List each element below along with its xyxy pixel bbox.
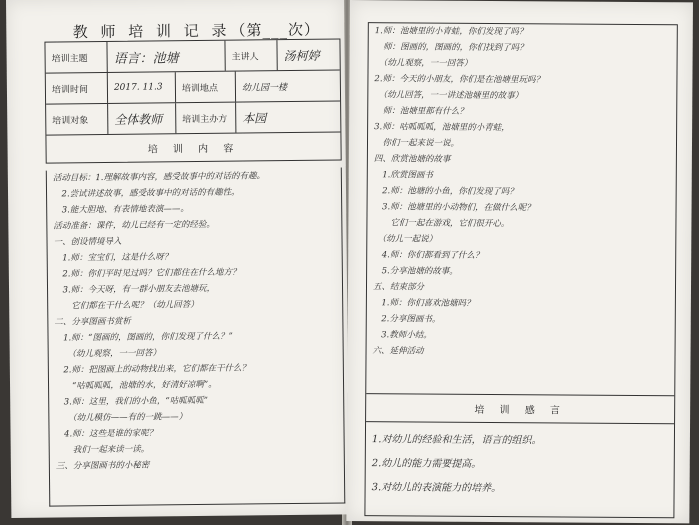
handwritten-note-line: 六、延伸活动: [372, 346, 424, 357]
reflection-line: 1.对幼儿的经验和生活，语言的组织。: [371, 434, 542, 447]
handwritten-note-line: 师：图画的，图画的，你们找到了吗？: [374, 42, 528, 54]
handwritten-note-line: （幼儿一起说）: [373, 234, 438, 245]
handwritten-note-line: 1.师：池塘里的小青蛙，你们发现了吗？: [374, 26, 528, 38]
reflection-line: 3.对幼儿的表演能力的培养。: [371, 482, 502, 495]
reflection-notes: [366, 422, 675, 502]
handwritten-note-line: 2.师：今天的小朋友，你们是在池塘里玩吗？: [374, 74, 545, 86]
handwritten-note-line: 你们一起来说一说。: [373, 138, 460, 149]
handwritten-note-line: 1.师：宝宝们，这是什么呀？: [53, 252, 173, 264]
handwritten-note-line: 1.师：你们喜欢池塘吗？: [372, 298, 475, 309]
handwritten-note-line: 2.师：你们平时见过吗？它们都住在什么地方？: [53, 267, 241, 280]
audience-label: 培训对象: [46, 104, 108, 135]
content-box: [46, 167, 346, 506]
topic-value: 语言：池塘: [107, 41, 225, 72]
handwritten-note-line: 活动目标：1.理解故事内容，感受故事中的对话的有趣。: [52, 171, 266, 184]
handwritten-note-line: 五、结束部分: [372, 282, 425, 293]
handwritten-note-line: 5.分享池塘的故事。: [373, 266, 458, 277]
handwritten-note-line: 师：池塘里都有什么？: [374, 106, 468, 117]
handwritten-note-line: （幼儿回答，一一讲述池塘里的故事）: [374, 90, 524, 102]
location-label: 培训地点: [176, 72, 236, 103]
table-row-time: [46, 71, 340, 105]
topic-label: 培训主题: [45, 42, 107, 73]
handwritten-note-line: 我们一起来读一读。: [55, 444, 150, 456]
organizer-value: 本园: [242, 110, 267, 126]
handwritten-note-line: 3.师：这里，我们的小鱼，“咕呱呱呱”: [55, 395, 209, 408]
handwritten-note-line: 2.分享图画书。: [372, 314, 441, 325]
handwritten-note-line: 3.师：咕呱呱呱，池塘里的小青蛙，: [374, 122, 510, 134]
handwritten-note-line: 3.师：池塘里的小动物们，在做什么呢？: [373, 202, 535, 214]
left-page: [6, 0, 349, 518]
handwritten-note-line: 2.师：池塘的小鱼，你们发现了吗？: [373, 186, 518, 198]
handwritten-note-line: 2.尝试讲述故事，感受故事中的对话的有趣性。: [52, 187, 240, 200]
form-title: 教 师 培 训 记 录（第___次）: [72, 20, 321, 42]
handwritten-note-line: 4.师：这些是谁的家呢？: [55, 428, 158, 440]
handwritten-note-line: 3.师：今天呀，有一群小朋友去池塘玩，: [53, 283, 216, 296]
handwritten-note-line: 3.教师小结。: [372, 330, 432, 341]
organizer-label: 培训主办方: [176, 103, 236, 134]
training-info-table: [44, 39, 341, 164]
handwritten-note-line: 二、分享图画书赏析: [54, 316, 131, 328]
right-page: [346, 0, 693, 523]
time-label: 培训时间: [46, 73, 108, 104]
table-row-topic: [45, 40, 339, 74]
handwritten-note-line: 1.欣赏图画书: [373, 170, 433, 181]
reflection-section: [366, 393, 675, 502]
handwritten-note-line: “咕呱呱呱，池塘的水，好清好凉啊”。: [54, 379, 217, 392]
continued-notes: [366, 23, 676, 380]
handwritten-note-line: （幼儿观察，一一回答）: [374, 58, 473, 69]
handwritten-note-line: 一、创设情境导入: [53, 236, 122, 248]
handwritten-note-line: 三、分享图画书的小秘密: [55, 460, 150, 472]
content-heading: 培 训 内 容: [46, 132, 340, 163]
presenter-value: 汤柯婷: [283, 48, 320, 63]
handwritten-note-line: 1.师：“图画的，图画的，你们发现了什么？”: [54, 331, 233, 344]
reflection-heading: 培 训 感 言: [366, 394, 674, 424]
continued-content-box: [364, 22, 677, 518]
location-value: 幼儿园一楼: [241, 82, 288, 94]
handwritten-note-line: （幼儿观察，一一回答）: [54, 348, 162, 360]
content-notes: [47, 168, 344, 506]
table-row-audience: [46, 102, 340, 135]
handwritten-note-line: 3.能大胆地、有表情地表演——。: [53, 204, 189, 216]
handwritten-note-line: 活动准备：课件，幼儿已经有一定的经验。: [53, 219, 215, 232]
time-value: 2017. 11.3: [108, 72, 176, 103]
reflection-line: 2.幼儿的能力需要提高。: [371, 458, 482, 470]
handwritten-note-line: （幼儿模仿——有的一跳——）: [55, 412, 188, 424]
handwritten-note-line: 它们都在干什么呢？（幼儿回答）: [54, 299, 199, 312]
handwritten-note-line: 四、欣赏池塘的故事: [373, 154, 451, 165]
audience-value: 全体教师: [108, 103, 176, 134]
handwritten-note-line: 它们一起在游戏，它们很开心。: [373, 218, 510, 230]
handwritten-note-line: 2.师：把图画上的动物找出来，它们都在干什么？: [54, 363, 251, 376]
handwritten-note-line: 4.师：你们都看到了什么？: [373, 250, 484, 261]
presenter-label: 主讲人: [225, 40, 277, 71]
